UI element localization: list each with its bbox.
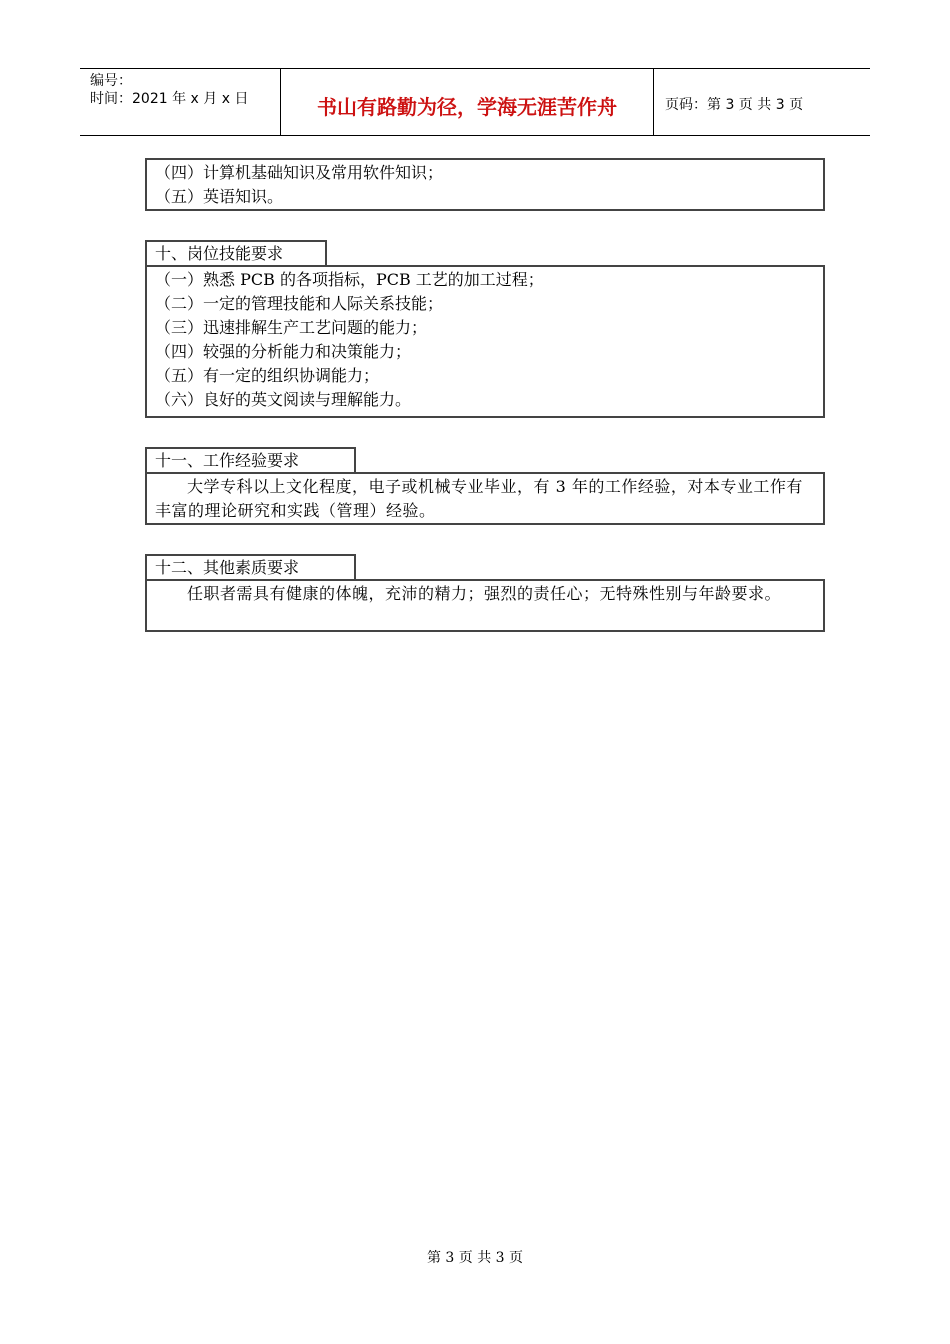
page-header bbox=[80, 68, 870, 136]
section-title-other: 十二、其他素质要求 bbox=[145, 554, 356, 580]
experience-text: 大学专科以上文化程度，电子或机械专业毕业，有 3 年的工作经验，对本专业工作有丰富的理论研究和实践（管理）经验。 bbox=[155, 477, 803, 520]
page-footer: 第 3 页 共 3 页 bbox=[426, 1250, 524, 1266]
list-item: （六）良好的英文阅读与理解能力。 bbox=[155, 390, 412, 409]
header-page-info: 页码：第 3 页 共 3 页 bbox=[665, 97, 804, 113]
section-title-skills: 十、岗位技能要求 bbox=[145, 240, 327, 266]
list-item: （一）熟悉 PCB 的各项指标，PCB 工艺的加工过程； bbox=[155, 270, 544, 289]
document-number-label: 编号： bbox=[90, 73, 132, 89]
other-qualities-text: 任职者需具有健康的体魄，充沛的精力；强烈的责任心；无特殊性别与年龄要求。 bbox=[187, 584, 782, 603]
header-meta bbox=[80, 69, 281, 135]
list-item: （三）迅速排解生产工艺问题的能力； bbox=[155, 318, 428, 337]
document-date: 时间：2021 年 x 月 x 日 bbox=[90, 91, 249, 107]
skills-box bbox=[145, 265, 825, 418]
other-qualities-box bbox=[145, 579, 825, 632]
section-title-experience: 十一、工作经验要求 bbox=[145, 447, 356, 473]
header-motto: 书山有路勤为径，学海无涯苦作舟 bbox=[281, 69, 654, 135]
list-item: （二）一定的管理技能和人际关系技能； bbox=[155, 294, 444, 313]
list-item: （五）有一定的组织协调能力； bbox=[155, 366, 380, 385]
list-item: （四）较强的分析能力和决策能力； bbox=[155, 342, 412, 361]
list-item: （四）计算机基础知识及常用软件知识； bbox=[155, 163, 444, 182]
experience-box bbox=[145, 472, 825, 525]
list-item: （五）英语知识。 bbox=[155, 187, 284, 206]
knowledge-continued-box bbox=[145, 158, 825, 211]
